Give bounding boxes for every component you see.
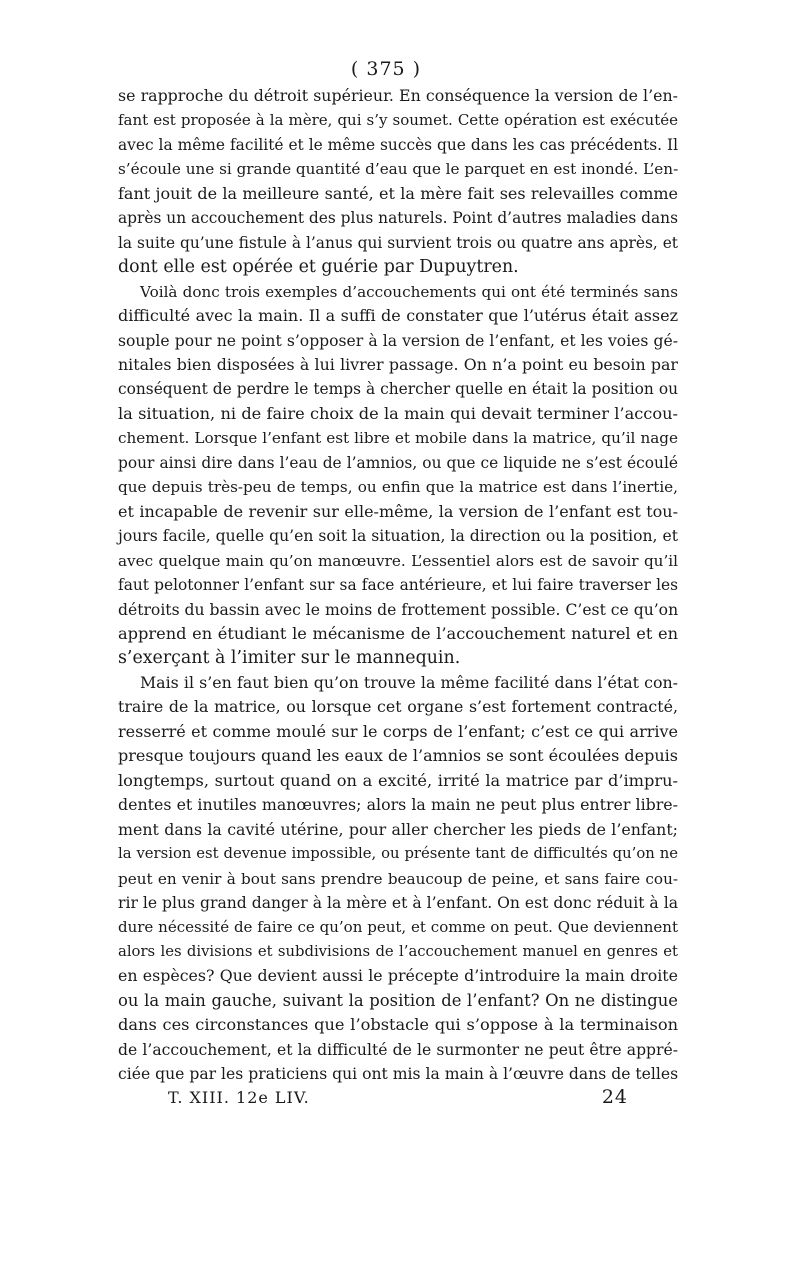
text-line: dans ces circonstances que l’obstacle qui s’oppose à la terminaison (118, 1015, 678, 1035)
text-line: apprend en étudiant le mécanisme de l’accouchement naturel et en (118, 623, 678, 643)
text-line: rir le plus grand danger à la mère et à l’enfant. On est donc réduit à la (118, 893, 678, 912)
text-line: faut pelotonner l’enfant sur sa face antérieure, et lui faire traverser les (118, 576, 678, 595)
page-number: ( 375 ) (350, 58, 422, 80)
text-line: la version est devenue impossible, ou présente tant de difficultés qu’on ne (118, 845, 678, 863)
text-line: s’exerçant à l’imiter sur le mannequin. (118, 648, 461, 669)
paragraph-2 (118, 280, 678, 671)
text-line: avec la même facilité et le même succès que dans les cas précédents. Il (118, 135, 678, 154)
text-line: de l’accouchement, et la difficulté de le surmonter ne peut être appré- (118, 1040, 678, 1059)
signature-mark: T. XIII. 12e LIV. (168, 1088, 310, 1107)
text-line: ou la main gauche, suivant la position de l’enfant? On ne distingue (118, 990, 678, 1010)
text-line: chement. Lorsque l’enfant est libre et mobile dans la matrice, qu’il nage (118, 429, 678, 448)
body-text (118, 84, 678, 1087)
text-line: conséquent de perdre le temps à chercher quelle en était la position ou (118, 380, 678, 399)
text-line: peut en venir à bout sans prendre beaucoup de peine, et sans faire cou- (118, 869, 678, 888)
text-line: jours facile, quelle qu’en soit la situation, la direction ou la position, et (118, 527, 678, 546)
text-line: et incapable de revenir sur elle-même, la version de l’enfant est tou- (118, 501, 678, 521)
text-line: dentes et inutiles manœuvres; alors la main ne peut plus entrer libre- (118, 795, 678, 815)
sheet-number: 24 (601, 1086, 628, 1108)
text-line: dont elle est opérée et guérie par Dupuytren. (118, 257, 519, 278)
text-line: après un accouchement des plus naturels. Point d’autres maladies dans (118, 209, 678, 228)
text-line: traire de la matrice, ou lorsque cet organe s’est fortement contracté, (118, 697, 678, 717)
text-line: resserré et comme moulé sur le corps de l’enfant; c’est ce qui arrive (118, 721, 678, 741)
text-line: Mais il s’en faut bien qu’on trouve la même facilité dans l’état con- (140, 672, 678, 692)
text-line: souple pour ne point s’opposer à la version de l’enfant, et les voies gé- (118, 331, 678, 350)
text-line: la situation, ni de faire choix de la main qui devait terminer l’accou- (118, 403, 678, 423)
text-line: alors les divisions et subdivisions de l’accouchement manuel en genres et (118, 942, 678, 960)
text-line: que depuis très-peu de temps, ou enfin que la matrice est dans l’inertie, (118, 478, 678, 497)
text-line: ment dans la cavité utérine, pour aller chercher les pieds de l’enfant; (118, 819, 678, 839)
text-line: presque toujours quand les eaux de l’amnios se sont écoulées depuis (118, 746, 678, 766)
text-line: pour ainsi dire dans l’eau de l’amnios, ou que ce liquide ne s’est écoulé (118, 453, 678, 472)
paragraph-1 (118, 84, 678, 280)
text-line: ciée que par les praticiens qui ont mis la main à l’œuvre dans de telles (118, 1065, 679, 1084)
text-line: longtemps, surtout quand on a excité, irrité la matrice par d’impru- (118, 770, 678, 790)
text-line: se rapproche du détroit supérieur. En conséquence la version de l’en- (118, 86, 678, 105)
text-line: fant jouit de la meilleure santé, et la mère fait ses relevailles comme (118, 183, 678, 203)
text-line: s’écoule une si grande quantité d’eau que le parquet en est inondé. L’en- (118, 160, 679, 179)
text-line: en espèces? Que devient aussi le précepte d’introduire la main droite (118, 966, 678, 986)
text-line: difficulté avec la main. Il a suffi de constater que l’utérus était assez (118, 306, 678, 326)
text-line: nitales bien disposées à lui livrer passage. On n’a point eu besoin par (118, 354, 678, 374)
paragraph-3 (118, 671, 678, 1087)
text-line: Voilà donc trois exemples d’accouchements qui ont été terminés sans (140, 282, 678, 301)
text-line: fant est proposée à la mère, qui s’y soumet. Cette opération est exécutée (118, 111, 678, 130)
text-line: la suite qu’une fistule à l’anus qui survient trois ou quatre ans après, et (118, 233, 678, 252)
text-line: détroits du bassin avec le moins de frottement possible. C’est ce qu’on (118, 600, 679, 619)
text-line: avec quelque main qu’on manœuvre. L’essentiel alors est de savoir qu’il (118, 551, 678, 570)
text-line: dure nécessité de faire ce qu’on peut, et comme on peut. Que deviennent (118, 918, 678, 937)
